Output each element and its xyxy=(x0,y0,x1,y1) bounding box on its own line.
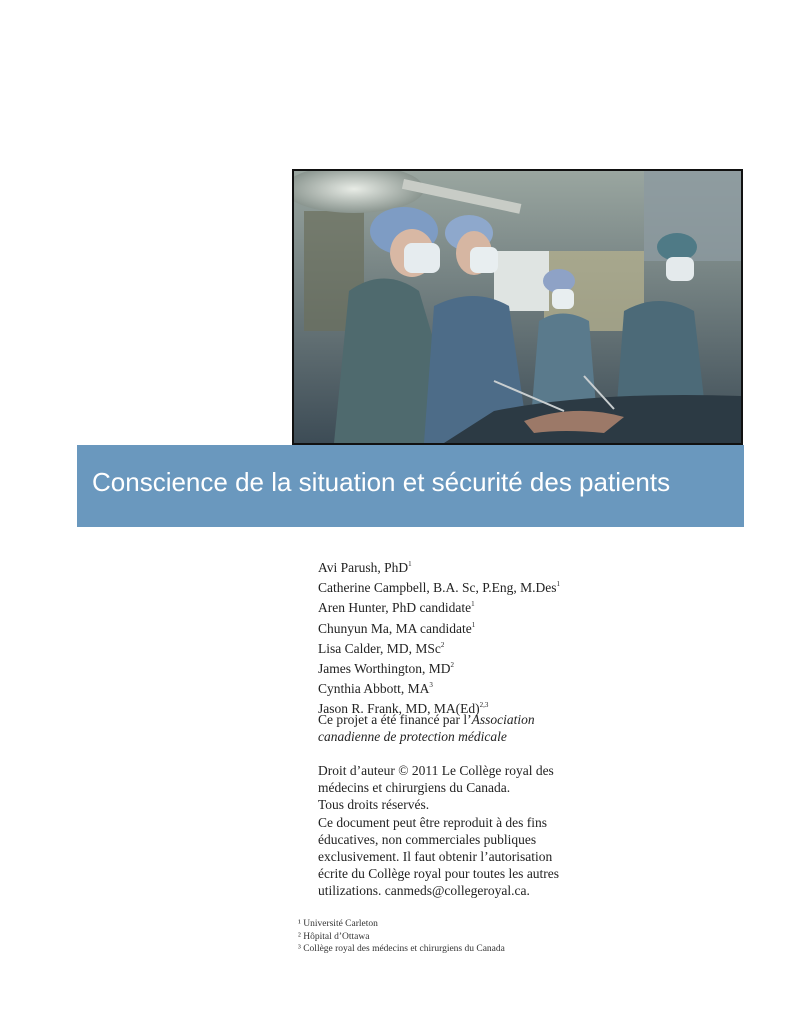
affiliation-footnotes xyxy=(298,918,505,956)
author-entry: Lisa Calder, MD, MSc$^2$ xyxy=(318,640,445,656)
affiliation-marker: 1 xyxy=(471,620,476,629)
affiliation-marker: 3 xyxy=(429,681,433,690)
cover-photo-surgical-team xyxy=(292,169,743,445)
author-entry: Catherine Campbell, B.A. Sc, P.Eng, M.Des$^1$ xyxy=(318,580,560,596)
footnote: ² Hôpital d’Ottawa xyxy=(298,931,370,942)
affiliation-marker: 2,3 xyxy=(479,701,489,710)
affiliation-marker: 2 xyxy=(450,661,455,670)
affiliation-marker: 2 xyxy=(440,640,445,649)
affiliation-marker: 1 xyxy=(471,600,475,609)
author-entry: Chunyun Ma, MA candidate$^1$ xyxy=(318,620,476,636)
document-title: Conscience de la situation et sécurité des patients xyxy=(92,467,671,497)
surgery-illustration xyxy=(294,171,741,443)
footnote: ³ Collège royal des médecins et chirurgiens du Canada xyxy=(298,944,505,954)
footnote: ¹ Université Carleton xyxy=(298,919,378,929)
author-entry: Avi Parush, PhD$^1$ xyxy=(318,560,412,575)
author-entry: James Worthington, $MD^2$ xyxy=(318,661,455,677)
author-entry: Aren Hunter, PhD candidate$^1$ xyxy=(318,600,475,616)
author-entry: Cynthia Abbott, $MA^3$ xyxy=(318,681,433,697)
affiliation-marker: 1 xyxy=(408,560,412,568)
funding-statement: Ce projet a été financé par l’Association canadienne de protection médicale xyxy=(318,712,535,745)
author-entry: Jason R. Frank, MD, $MA(Ed)^{2,3}$ xyxy=(318,701,489,717)
title-banner xyxy=(77,445,744,527)
affiliation-marker: 1 xyxy=(556,580,560,589)
copyright-notice: Droit d’auteur © 2011 Le Collège royal des médecins et chirurgiens du Canada. Tous droits réservés. Ce document peut être reproduit à des fins éducatives, non commerciales publiques exclusivement. Il faut obtenir l’autorisation écrite du Collège royal pour toutes les autres utilizations. canmeds@collegeroyal.ca. xyxy=(318,763,560,899)
author-list xyxy=(318,556,560,718)
funding-organization: Association canadienne de protection médicale xyxy=(318,712,535,745)
